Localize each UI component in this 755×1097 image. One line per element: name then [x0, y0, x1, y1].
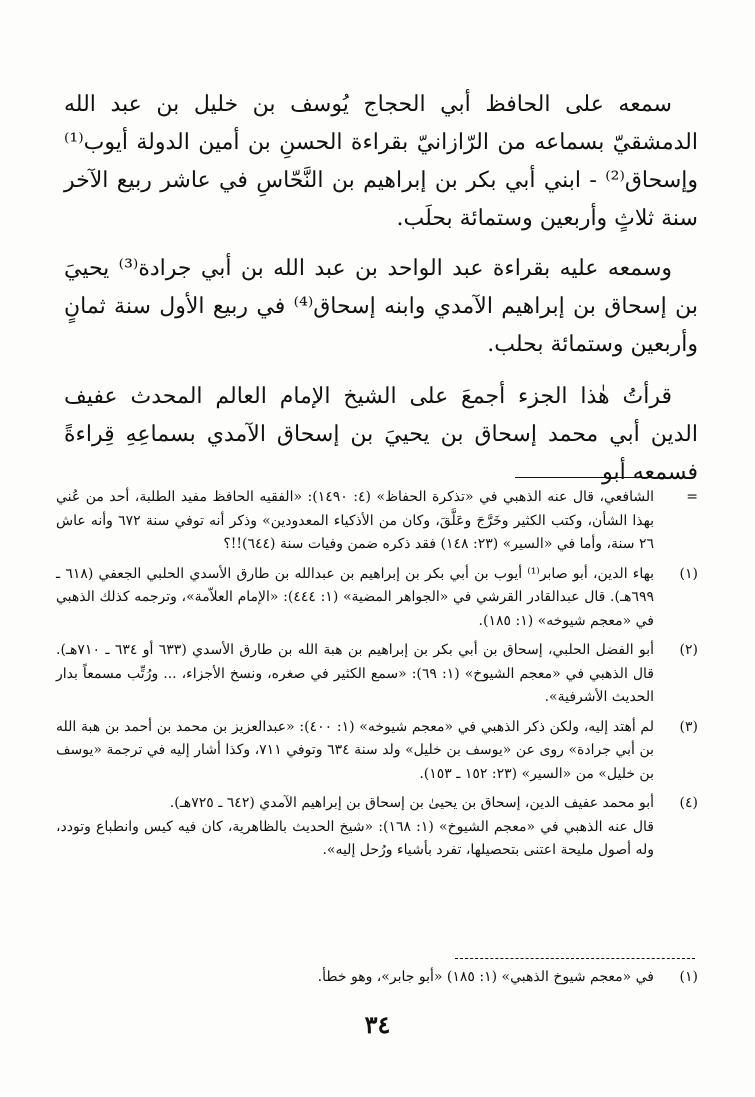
footnote-marker: = — [686, 489, 698, 505]
footnote-marker: (٣) — [679, 718, 698, 735]
paragraph-2: وسمعه عليه بقراءة عبد الواحد بن عبد الله بن أبي جرادة⁽³⁾ يحييَ بن إسحاق بن إبراهيم الآمدي وابنه إسحاق⁽⁴⁾ في ربيع الأول سنة ثمانٍ وأربعين وستمائة بحلب. — [64, 256, 699, 357]
footnote-text — [56, 792, 654, 863]
footnote-1 — [56, 563, 698, 634]
footnote-text: الشافعي، قال عنه الذهبي في «تذكرة الحفاظ» (٤: ١٤٩٠): «الفقيه الحافظ مفيد الطلبة، أحد من عُني بهذا الشأن، وكتب الكثير وخَرَّجَ وعَلَّقَ، وكان من الأذكياء المعدودين» وذكر أنه توفي سنة ٦٧٢ وأنه عاش ٢٦ سنة، وأما في «السير» (٢٣: ١٤٨) فقد ذكره ضمن وفيات سنة (٦٤٤)!!؟ — [56, 489, 654, 552]
footnote-text: بهاء الدين، أبو صابر⁽¹⁾ أيوب بن أبي بكر بن إبراهيم بن عبدالله بن طارق الأسدي الحلبي الجعفي (٦١٨ ـ ٦٩٩هـ). قال عبدالقادر القرشي في «الجواهر المضية» (١: ٤٤٤): «الإمام العلاّمة»، وترجمه كذلك الذهبي في «معجم شيوخه» (١: ١٨٥). — [56, 565, 654, 629]
footnote-line: أبو محمد عفيف الدين، إسحاق بن يحيىٰ بن إسحاق بن إبراهيم الآمدي (٦٤٢ ـ ٧٢٥هـ). — [169, 795, 654, 811]
footnote-line: قال عنه الذهبي في «معجم الشيوخ» (١: ١٦٨): «شيخ الحديث بالظاهرية، كان فيه كيس وانطباع وتودد، وله أصول مليحة اعتنى بتحصيلها، تفرد بأشياء ورُحل إليه». — [56, 818, 654, 858]
paragraph-1: سمعه على الحافظ أبي الحجاج يُوسف بن خليل بن عبد الله الدمشقيّ بسماعه من الرّازانيّ بقراءة الحسنِ بن أمين الدولة أيوب⁽¹⁾ وإسحاق⁽²⁾ - ابني أبي بكر بن إبراهيم بن النَّحّاسِ في عاشر ربيع الآخر سنة ثلاثٍ وأربعين وستمائة بحلَب. — [64, 92, 698, 231]
footnote-marker: (٢) — [679, 642, 698, 658]
footnote-4 — [56, 792, 698, 863]
footnote-2 — [56, 639, 698, 710]
paragraph-3: قرأتُ هٰذا الجزء أجمعَ على الشيخ الإمام العالم المحدث عفيف الدين أبي محمد إسحاق بن يحييَ بن إسحاق الآمدي بسماعِهِ قِراءةً فسمعه أبو — [64, 384, 698, 485]
footnote-3 — [56, 716, 698, 787]
footnote-separator — [515, 477, 695, 478]
footnotes — [56, 486, 698, 869]
subnote-separator — [455, 958, 695, 959]
subnote — [56, 966, 698, 988]
main-text — [64, 86, 698, 502]
footnote-marker: (١) — [679, 565, 698, 582]
footnote-text: أبو الفضل الحلبي، إسحاق بن أبي بكر بن إبراهيم بن هبة الله بن طارق الأسدي (٦٣٣ أو ٦٣٤ ـ ٧١٠هـ). قال الذهبي في «معجم الشيوخ» (١: ٦٩): «سمع الكثير في صغره، ونسخ الأجزاء، ... ورُتِّب مسمعاً بدار الحديث الأشرفية». — [56, 642, 654, 705]
page-number: ٣٤ — [364, 1010, 391, 1039]
footnote-continued — [56, 486, 698, 557]
subnote-text: في «معجم شيوخ الذهبي» (١: ١٨٥) «أبو جابر»، وهو خطأ. — [317, 969, 654, 985]
subnote-marker: (١) — [679, 969, 698, 985]
footnote-marker: (٤) — [679, 795, 698, 811]
footnote-text: لم أهتد إليه، ولكن ذكر الذهبي في «معجم شيوخه» (١: ٤٠٠): «عبدالعزيز بن محمد بن أحمد بن هبة الله بن أبي جرادة» روى عن «يوسف بن خليل» ولد سنة ٦٣٤ وتوفي ٧١١، وكذا أشار إليه في ترجمة «يوسف بن خليل» من «السير» (٢٣: ١٥٢ ـ ١٥٣). — [56, 718, 654, 782]
